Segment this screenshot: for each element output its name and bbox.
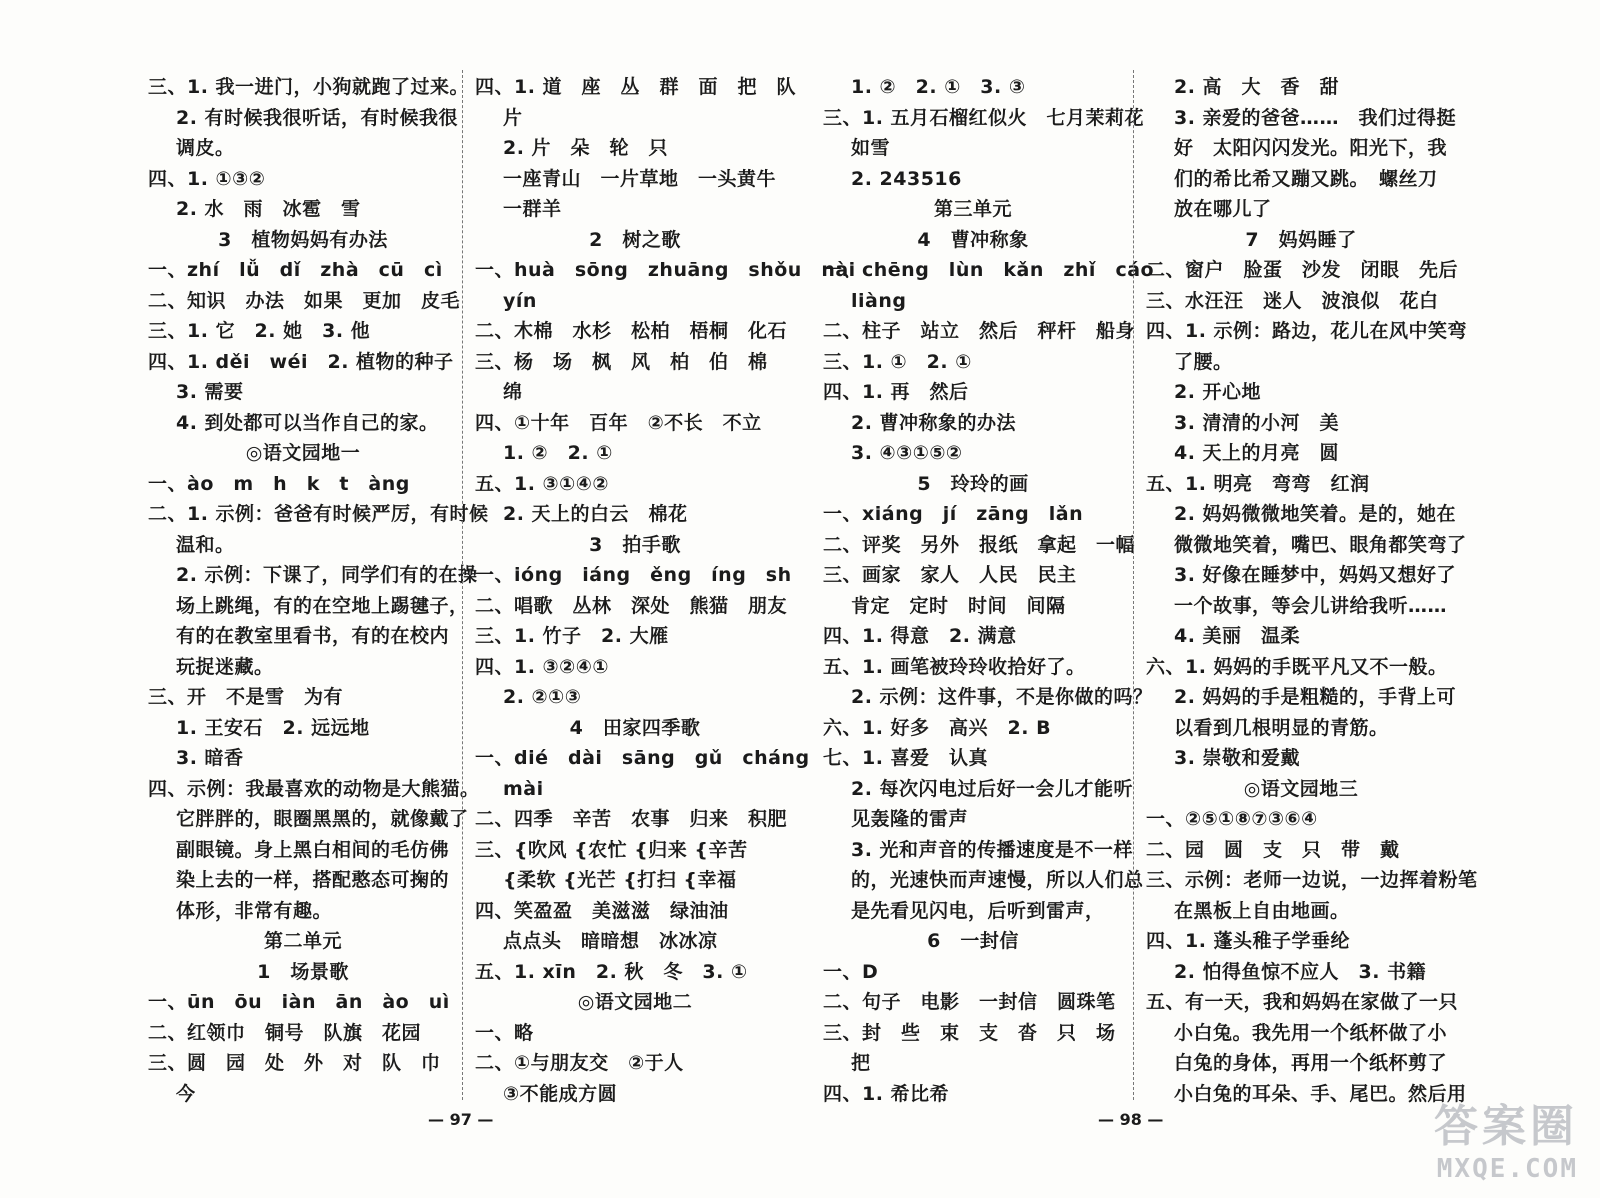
answer-line: 2. 有时候我很听话，有时候我很 xyxy=(176,106,459,129)
section-heading: ◎语文园地三 xyxy=(1243,777,1359,800)
answer-line: yín xyxy=(503,289,537,312)
answer-line: 3. ④③①⑤② xyxy=(851,442,963,464)
answer-line: 四、笑盈盈 美滋滋 绿油油 xyxy=(475,899,729,922)
answer-line: 1. ② 2. ① xyxy=(503,442,613,464)
answer-line: 三、画家 家人 人民 民主 xyxy=(823,564,1077,586)
answer-line: 三、1. 我一进门，小狗就跑了过来。 xyxy=(148,76,470,98)
answer-line: 一、ào m h k t àng xyxy=(148,472,410,495)
answer-line: 一、dié dài sāng gǔ cháng xyxy=(475,747,810,769)
answer-line: 三、1. ① 2. ① xyxy=(823,350,972,373)
section-heading: 4 曹冲称象 xyxy=(917,228,1029,251)
answer-line: 有的在教室里看书，有的在校内 xyxy=(176,625,450,647)
watermark-logo xyxy=(1434,1090,1578,1184)
answer-line: 在黑板上自由地画。 xyxy=(1174,899,1350,922)
answer-line: 3. 暗香 xyxy=(176,747,244,769)
answer-line: 以看到几根明显的青筋。 xyxy=(1174,716,1389,739)
answer-line: 们的希比希又蹦又跳。 螺丝刀 xyxy=(1174,167,1438,190)
answer-line: 五、有一天，我和妈妈在家做了一只 xyxy=(1146,991,1459,1013)
answer-line: 把 xyxy=(851,1052,871,1074)
answer-line: 是先看见闪电，后听到雷声， xyxy=(851,899,1105,922)
answer-line: 了腰。 xyxy=(1174,350,1233,373)
answer-column-2 xyxy=(475,72,856,1109)
answer-line: 三、1. 竹子 2. 大雁 xyxy=(475,625,669,647)
answer-line: 2. 妈妈的手是粗糙的，手背上可 xyxy=(1174,686,1457,708)
answer-line: 一、zhí lǚ dǐ zhà cū cì xyxy=(148,259,443,281)
answer-line: 3. 崇敬和爱戴 xyxy=(1174,747,1301,769)
answer-line: 今 xyxy=(176,1082,196,1105)
answer-line: 2. 开心地 xyxy=(1174,381,1262,403)
answer-line: 的，光速快而声速慢，所以人们总 xyxy=(851,869,1144,891)
answer-line: 染上去的一样，搭配憨态可掬的 xyxy=(176,869,450,891)
answer-line: 四、示例：我最喜欢的动物是大熊猫。 xyxy=(148,777,480,800)
answer-line: 二、柱子 站立 然后 秤杆 船身 xyxy=(823,320,1136,342)
section-heading: 7 妈妈睡了 xyxy=(1245,228,1357,251)
answer-line: 四、1. 道 座 丛 群 面 把 队 xyxy=(475,76,797,98)
answer-line: mài xyxy=(503,777,544,800)
section-heading: 1 场景歌 xyxy=(257,960,349,983)
answer-line: 三、{吹风 {农忙 {归来 {辛苦 xyxy=(475,838,748,861)
answer-line: 六、1. 妈妈的手既平凡又不一般。 xyxy=(1146,655,1448,678)
answer-column-1 xyxy=(148,72,489,1109)
answer-line: 2. 片 朵 轮 只 xyxy=(503,137,669,159)
answer-line: 一个故事，等会儿讲给我听…… xyxy=(1174,594,1448,617)
answer-line: 二、四季 辛苦 农事 归来 积肥 xyxy=(475,808,788,830)
answer-line: 二、木棉 水杉 松柏 梧桐 化石 xyxy=(475,320,788,342)
answer-line: 2. 妈妈微微地笑着。是的，她在 xyxy=(1174,503,1457,525)
column-divider xyxy=(462,70,463,1100)
answer-line: 4. 天上的月亮 圆 xyxy=(1174,442,1340,464)
answer-line: 好 太阳闪闪发光。阳光下，我 xyxy=(1174,137,1448,159)
answer-line: 1. 王安石 2. 远远地 xyxy=(176,716,370,739)
answer-line: 3. 光和声音的传播速度是不一样 xyxy=(851,838,1134,861)
answer-line: 4. 美丽 温柔 xyxy=(1174,625,1301,647)
answer-line: 见轰隆的雷声 xyxy=(851,808,969,830)
answer-line: 三、1. 五月石榴红似火 七月茉莉花 xyxy=(823,106,1145,129)
answer-line: 一、ióng iáng ěng íng sh xyxy=(475,564,792,586)
answer-line: 小白兔的耳朵、手、尾巴。然后用 xyxy=(1174,1082,1467,1105)
answer-line: 2. 243516 xyxy=(851,167,962,190)
answer-line: 微微地笑着，嘴巴、眼角都笑弯了 xyxy=(1174,533,1467,556)
answer-column-3 xyxy=(823,72,1155,1109)
section-heading: 第二单元 xyxy=(263,930,342,952)
answer-line: 四、1. ③②④① xyxy=(475,655,609,678)
answer-line: 小白兔。我先用一个纸杯做了小 xyxy=(1174,1021,1448,1044)
answer-line: 一、略 xyxy=(475,1021,534,1044)
answer-line: 四、1. 示例：路边，花儿在风中笑弯 xyxy=(1146,320,1468,342)
answer-line: 一、②⑤①⑧⑦③⑥④ xyxy=(1146,808,1318,830)
section-heading: 第三单元 xyxy=(933,198,1012,220)
answer-line: 片 xyxy=(503,106,523,129)
answer-line: 二、句子 电影 一封信 圆珠笔 xyxy=(823,991,1116,1013)
answer-line: 2. 曹冲称象的办法 xyxy=(851,411,1017,434)
answer-line: 2. 怕得鱼惊不应人 3. 书籍 xyxy=(1174,960,1427,983)
answer-line: 绵 xyxy=(503,381,523,403)
section-heading: 3 拍手歌 xyxy=(589,533,681,556)
answer-line: 体形，非常有趣。 xyxy=(176,899,333,922)
answer-line: 二、唱歌 丛林 深处 熊猫 朋友 xyxy=(475,594,788,617)
answer-line: 二、1. 示例：爸爸有时候严厉，有时候 xyxy=(148,503,489,525)
answer-line: 五、1. 明亮 弯弯 红润 xyxy=(1146,472,1370,495)
page-number-right: — 98 — xyxy=(1098,1110,1164,1129)
answer-line: 一、xiáng jí zāng lǎn xyxy=(823,503,1084,525)
answer-line: 2. 水 雨 冰雹 雪 xyxy=(176,198,361,220)
answer-line: 三、杨 场 枫 风 柏 伯 棉 xyxy=(475,350,768,373)
watermark-sub: MXQE.COM xyxy=(1436,1154,1578,1184)
answer-line: 四、1. 蓬头稚子学垂纶 xyxy=(1146,930,1351,952)
answer-line: 二、知识 办法 如果 更加 皮毛 xyxy=(148,289,461,312)
answer-line: 六、1. 好多 高兴 2. B xyxy=(823,716,1052,739)
watermark-main: 答案圈 xyxy=(1434,1101,1578,1152)
answer-line: 2. 示例：这件事，不是你做的吗？ xyxy=(851,686,1153,708)
answer-line: 三、圆 园 处 外 对 队 巾 xyxy=(148,1052,441,1074)
answer-line: 一、huà sōng zhuāng shǒu nài xyxy=(475,259,856,281)
answer-line: 五、1. ③①④② xyxy=(475,472,609,495)
answer-line: {柔软 {光芒 {打扫 {幸福 xyxy=(503,869,737,891)
answer-line: 一座青山 一片草地 一头黄牛 xyxy=(503,167,777,190)
answer-line: 玩捉迷藏。 xyxy=(176,655,274,678)
section-heading: 4 田家四季歌 xyxy=(569,716,701,739)
answer-line: 3. 清清的小河 美 xyxy=(1174,411,1340,434)
answer-line: 四、1. ①③② xyxy=(148,167,266,190)
answer-line: 2. 每次闪电过后好一会儿才能听 xyxy=(851,777,1134,800)
page-number-left: — 97 — xyxy=(428,1110,494,1129)
answer-line: 放在哪儿了 xyxy=(1174,198,1272,220)
answer-line: 五、1. xīn 2. 秋 冬 3. ① xyxy=(475,960,748,983)
column-divider xyxy=(1133,70,1134,1100)
answer-line: 七、1. 喜爱 认真 xyxy=(823,747,989,769)
answer-line: 一群羊 xyxy=(503,198,562,220)
answer-line: 2. ②①③ xyxy=(503,686,582,708)
answer-line: 一、D xyxy=(823,960,879,983)
answer-line: 二、评奖 另外 报纸 拿起 一幅 xyxy=(823,533,1136,556)
answer-line: 副眼镜。身上黑白相间的毛仿佛 xyxy=(176,838,450,861)
answer-line: 五、1. 画笔被玲玲收拾好了。 xyxy=(823,655,1086,678)
answer-line: 三、示例：老师一边说，一边挥着粉笔 xyxy=(1146,869,1478,891)
answer-line: 肯定 定时 时间 间隔 xyxy=(851,594,1066,617)
answer-line: 白兔的身体，再用一个纸杯剪了 xyxy=(1174,1052,1448,1074)
section-heading: 2 树之歌 xyxy=(589,228,681,251)
answer-line: ③不能成方圆 xyxy=(503,1082,618,1105)
answer-line: 2. 示例：下课了，同学们有的在操 xyxy=(176,564,478,586)
answer-line: 二、园 圆 支 只 带 戴 xyxy=(1146,838,1400,861)
answer-line: 一、chēng lùn kǎn zhǐ cáo xyxy=(823,259,1155,281)
answer-line: 四、1. 得意 2. 满意 xyxy=(823,625,1017,647)
answer-line: 四、1. děi wéi 2. 植物的种子 xyxy=(148,350,454,373)
section-heading: ◎语文园地一 xyxy=(245,442,361,464)
section-heading: 6 一封信 xyxy=(927,930,1019,952)
answer-line: 二、窗户 脸蛋 沙发 闭眼 先后 xyxy=(1146,259,1459,281)
answer-line: 四、1. 再 然后 xyxy=(823,381,969,403)
answer-line: liàng xyxy=(851,289,907,312)
answer-line: 调皮。 xyxy=(176,137,235,159)
section-heading: ◎语文园地二 xyxy=(577,991,693,1013)
answer-line: 它胖胖的，眼圈黑黑的，就像戴了 xyxy=(176,808,469,830)
answer-line: 三、开 不是雪 为有 xyxy=(148,686,344,708)
answer-line: 三、1. 它 2. 她 3. 他 xyxy=(148,320,371,342)
answer-line: 四、1. 希比希 xyxy=(823,1082,950,1105)
section-heading: 5 玲玲的画 xyxy=(917,472,1029,495)
answer-column-4 xyxy=(1146,72,1478,1109)
answer-line: 1. ② 2. ① 3. ③ xyxy=(851,76,1026,98)
answer-line: 温和。 xyxy=(176,533,235,556)
answer-line: 如雪 xyxy=(851,137,891,159)
answer-line: 2. 高 大 香 甜 xyxy=(1174,76,1340,98)
answer-line: 3. 亲爱的爸爸…… 我们过得挺 xyxy=(1174,106,1457,129)
answer-line: 3. 需要 xyxy=(176,381,244,403)
answer-line: 三、水汪汪 迷人 波浪似 花白 xyxy=(1146,289,1439,312)
answer-line: 四、①十年 百年 ②不长 不立 xyxy=(475,411,762,434)
answer-line: 3. 好像在睡梦中，妈妈又想好了 xyxy=(1174,564,1457,586)
section-heading: 3 植物妈妈有办法 xyxy=(218,228,388,251)
answer-line: 2. 天上的白云 棉花 xyxy=(503,503,688,525)
answer-line: 二、①与朋友交 ②于人 xyxy=(475,1052,684,1074)
answer-line: 三、封 些 束 支 沓 只 场 xyxy=(823,1021,1116,1044)
answer-line: 点点头 暗暗想 冰冰凉 xyxy=(503,930,718,952)
answer-line: 一、ūn ōu iàn ān ào uì xyxy=(148,991,450,1013)
answer-line: 场上跳绳，有的在空地上踢毽子， xyxy=(176,594,469,617)
answer-line: 4. 到处都可以当作自己的家。 xyxy=(176,411,439,434)
answer-line: 二、红领巾 铜号 队旗 花园 xyxy=(148,1021,422,1044)
